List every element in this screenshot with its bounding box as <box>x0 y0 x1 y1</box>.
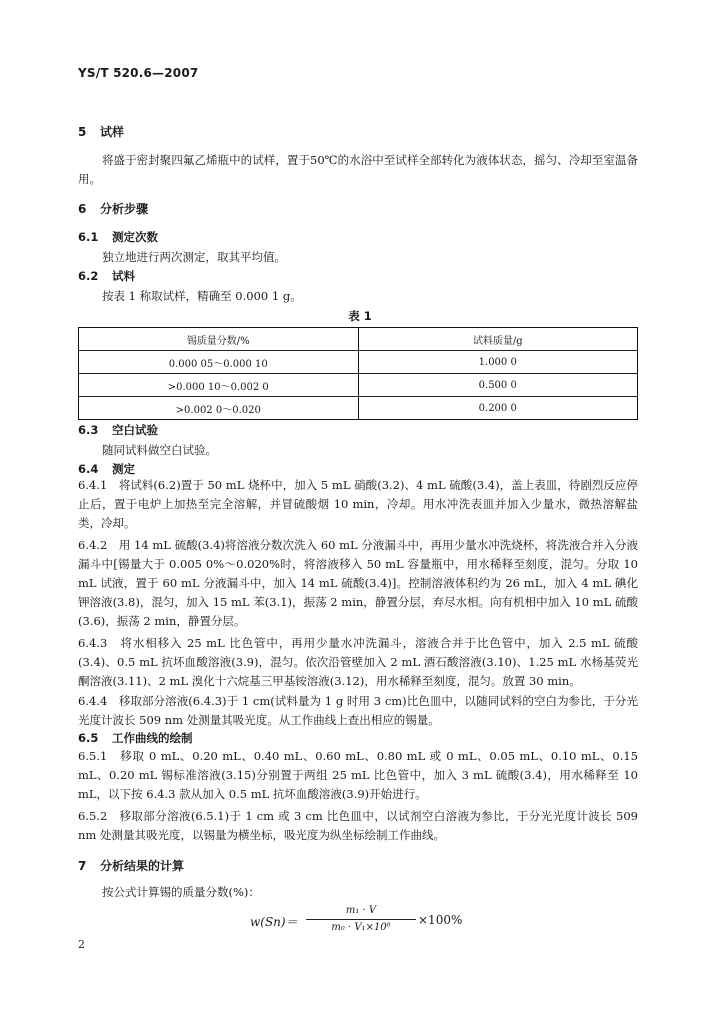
table-header-cell: 锡质量分数/% <box>79 328 359 351</box>
subsection-title: 试料 <box>112 269 135 283</box>
clause-6-5-2: 6.5.2 移取部分溶液(6.5.1)于 1 cm 或 3 cm 比色皿中，以试剂空白溶液为参比，于分光光度计波长 509 nm 处测量其吸光度，以锡量为横坐标，吸光度为纵坐标绘制工作曲线。 <box>78 809 638 842</box>
formula-rhs: ×100% <box>418 913 463 927</box>
section-number: 6 <box>78 202 87 216</box>
table-cell: >0.002 0～0.020 <box>79 397 359 420</box>
section-6-5-heading <box>78 730 193 746</box>
standard-code-header: YS/T 520.6—2007 <box>78 66 199 80</box>
section-5-paragraph: 将盛于密封聚四氟乙烯瓶中的试样，置于50℃的水浴中至试样全部转化为液体状态，摇匀、冷却至室温备用。 <box>78 153 638 186</box>
subsection-number: 6.5 <box>78 731 99 745</box>
section-5-heading <box>78 123 124 140</box>
subsection-title: 工作曲线的绘制 <box>112 731 193 745</box>
subsection-title: 测定 <box>112 462 135 476</box>
table-cell: 1.000 0 <box>358 351 638 374</box>
page-number: 2 <box>78 938 85 951</box>
section-number: 5 <box>78 125 87 139</box>
table-row <box>79 397 638 420</box>
subsection-number: 6.4 <box>78 462 99 476</box>
formula-fraction <box>306 904 416 935</box>
formula-lhs: w(Sn)＝ <box>250 915 298 929</box>
section-title: 分析步骤 <box>100 202 149 216</box>
clause-6-5-1: 6.5.1 移取 0 mL、0.20 mL、0.40 mL、0.60 mL、0.80 mL 或 0 mL、0.05 mL、0.10 mL、0.15 mL、0.20 mL 锡标准溶液(3.15)分别置于两组 25 mL 比色管中，加入 3 mL 硫酸(3.4)，用水稀释至 10 mL，以下按 6.4.3 款从加入 0.5 mL 抗坏血酸溶液(3.9)开始进行。 <box>78 749 638 801</box>
table-header-row <box>79 328 638 351</box>
section-6-4-heading <box>78 461 135 477</box>
clause-6-4-1: 6.4.1 将试料(6.2)置于 50 mL 烧杯中，加入 5 mL 硝酸(3.2)、4 mL 硫酸(3.4)，盖上表皿，待剧烈反应停止后，置于电炉上加热至完全溶解，并冒硫酸烟 10 min，冷却。用水冲洗表皿并加入少量水，微热溶解盐类，冷却。 <box>78 478 638 530</box>
formula-denominator: m₀ · V₁×10⁶ <box>331 922 391 933</box>
subsection-title: 空白试验 <box>112 423 158 437</box>
table-1-caption: 表 1 <box>348 309 372 323</box>
clause-6-4-2: 6.4.2 用 14 mL 硫酸(3.4)将溶液分数次洗入 60 mL 分液漏斗中，再用少量水冲洗烧杯，将洗液合并入分液漏斗中[锡量大于 0.005 0%～0.020%时，将溶液移入 50 mL 容量瓶中，用水稀释至刻度，混匀。分取 10 mL 试液，置于 60 mL 分液漏斗中，加入 14 mL 硫酸(3.4)]。控制溶液体积约为 26 mL，加入 4 mL 碘化钾溶液(3.8)，混匀，加入 15 mL 苯(3.1)，振荡 2 min，静置分层，弃尽水相。向有机相中加入 10 mL 硫酸(3.6)，振荡 2 min，静置分层。 <box>78 538 638 628</box>
table-cell: 0.000 05～0.000 10 <box>79 351 359 374</box>
clause-6-4-3: 6.4.3 将水相移入 25 mL 比色管中，再用少量水冲洗漏斗，溶液合并于比色管中，加入 2.5 mL 硫酸(3.4)、0.5 mL 抗坏血酸溶液(3.9)，混匀。依次沿管壁加入 2 mL 酒石酸溶液(3.10)、1.25 mL 水杨基荧光酮溶液(3.11)、2 mL 溴化十六烷基三甲基铵溶液(3.12)，用水稀释至刻度，混匀。放置 30 min。 <box>78 636 638 688</box>
formula-numerator: m₁ · V <box>345 905 377 916</box>
section-title: 试样 <box>100 125 125 139</box>
table-cell: 0.500 0 <box>358 374 638 397</box>
section-6-heading <box>78 200 148 217</box>
subsection-number: 6.2 <box>78 269 99 283</box>
table-cell: 0.200 0 <box>358 397 638 420</box>
section-6-1-text: 独立地进行两次测定，取其平均值。 <box>102 250 286 264</box>
section-7-intro: 按公式计算锡的质量分数(%)： <box>102 885 260 899</box>
table-cell: >0.000 10～0.002 0 <box>79 374 359 397</box>
table-1 <box>78 327 638 420</box>
table-row <box>79 374 638 397</box>
section-6-2-heading <box>78 268 135 284</box>
subsection-number: 6.1 <box>78 230 99 244</box>
section-6-1-heading <box>78 229 158 245</box>
table-row <box>79 351 638 374</box>
fraction-bar <box>306 919 416 920</box>
table-header-cell: 试料质量/g <box>358 328 638 351</box>
section-title: 分析结果的计算 <box>100 859 185 873</box>
clause-6-4-4: 6.4.4 移取部分溶液(6.4.3)于 1 cm(试料量为 1 g 时用 3 cm)比色皿中，以随同试料的空白为参比，于分光光度计波长 509 nm 处测量其吸光度。从工作曲线上查出相应的锡量。 <box>78 694 638 727</box>
subsection-title: 测定次数 <box>112 230 158 244</box>
section-number: 7 <box>78 859 87 873</box>
section-6-3-text: 随同试料做空白试验。 <box>102 443 217 457</box>
section-6-3-heading <box>78 422 158 438</box>
section-7-heading <box>78 857 184 874</box>
subsection-number: 6.3 <box>78 423 99 437</box>
section-6-2-text: 按表 1 称取试样，精确至 0.000 1 g。 <box>102 289 302 303</box>
